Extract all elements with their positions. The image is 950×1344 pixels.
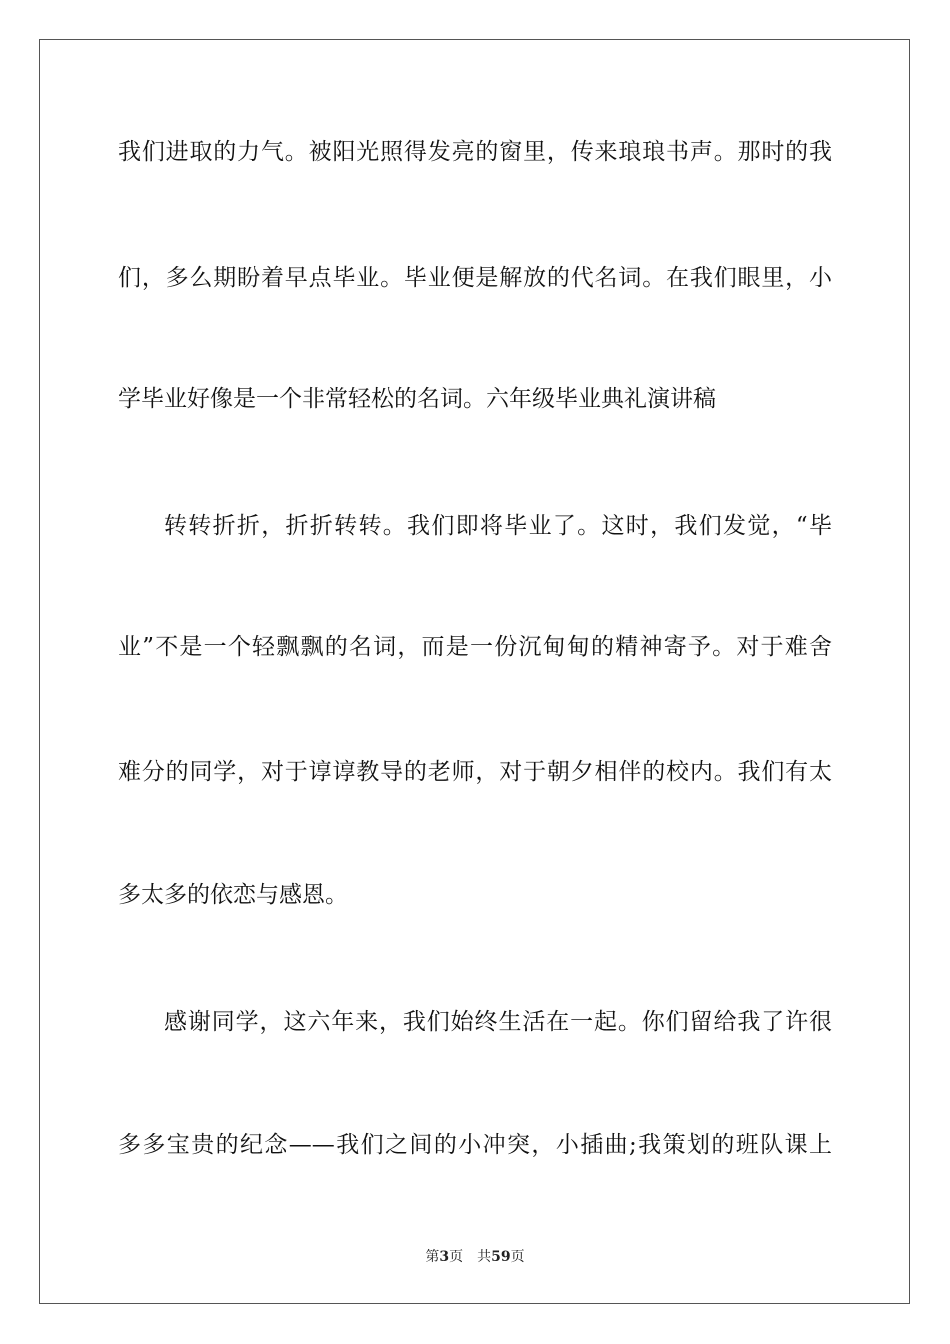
paragraph-line-6: 难分的同学，对于谆谆教导的老师，对于朝夕相伴的校内。我们有太 bbox=[118, 759, 832, 785]
paragraph-line-3: 学毕业好像是一个非常轻松的名词。六年级毕业典礼演讲稿 bbox=[118, 386, 716, 412]
paragraph-line-1: 我们进取的力气。被阳光照得发亮的窗里，传来琅琅书声。那时的我 bbox=[118, 139, 832, 165]
paragraph-line-7: 多太多的依恋与感恩。 bbox=[118, 882, 348, 908]
paragraph-line-8: 感谢同学，这六年来，我们始终生活在一起。你们留给我了许很 bbox=[164, 1009, 832, 1035]
total-suffix: 页 bbox=[510, 1249, 525, 1265]
paragraph-line-9: 多多宝贵的纪念——我们之间的小冲突，小插曲;我策划的班队课上 bbox=[118, 1132, 832, 1158]
page-number: 3 bbox=[439, 1249, 450, 1265]
page-suffix: 页 bbox=[449, 1249, 464, 1265]
paragraph-line-5: 业”不是一个轻飘飘的名词，而是一份沉甸甸的精神寄予。对于难舍 bbox=[118, 634, 832, 660]
page-border bbox=[39, 39, 910, 1304]
total-pages: 59 bbox=[491, 1249, 511, 1265]
paragraph-line-2: 们，多么期盼着早点毕业。毕业便是解放的代名词。在我们眼里，小 bbox=[118, 265, 832, 291]
paragraph-line-4: 转转折折，折折转转。我们即将毕业了。这时，我们发觉，“毕 bbox=[164, 513, 832, 539]
page-footer bbox=[0, 1248, 950, 1266]
page-prefix: 第 bbox=[425, 1249, 440, 1265]
total-prefix: 共 bbox=[477, 1249, 492, 1265]
